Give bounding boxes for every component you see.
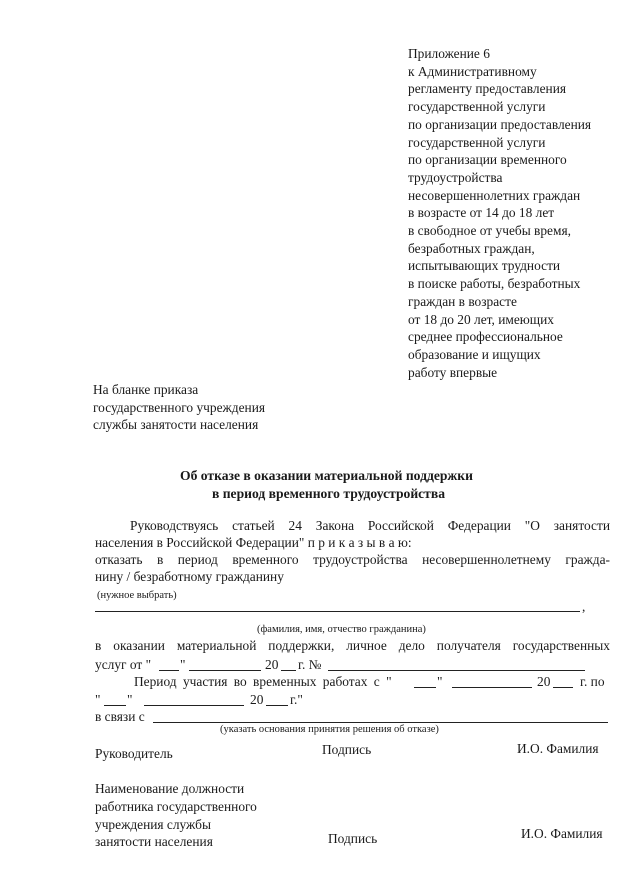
appendix-line: по организации временного bbox=[408, 152, 567, 168]
para1-line2 bbox=[95, 534, 412, 551]
appendix-line: граждан в возрасте bbox=[408, 293, 517, 309]
choose-note: (нужное выбрать) bbox=[97, 590, 177, 601]
period-to-label: г. по bbox=[580, 674, 605, 689]
appendix-line: испытывающих трудности bbox=[408, 258, 561, 274]
appendix-line: регламенту предоставления bbox=[408, 81, 567, 97]
appendix-line: трудоустройства bbox=[408, 169, 503, 185]
appendix-line: образование и ищущих bbox=[408, 346, 541, 362]
fio-comma: , bbox=[582, 599, 586, 614]
refuse-line2: нину / безработному гражданину bbox=[95, 569, 284, 584]
fio-blank-line[interactable] bbox=[95, 611, 580, 612]
period-start-label: Период участия во временных работах с " bbox=[134, 674, 392, 689]
para1-line2-text: населения в Российской Федерации" bbox=[95, 535, 305, 550]
employee-name-label: И.О. Фамилия bbox=[521, 826, 603, 841]
services-quote: " bbox=[180, 657, 186, 672]
appendix-line: государственной услуги bbox=[408, 134, 546, 150]
appendix-line: в свободное от учебы время, bbox=[408, 223, 571, 239]
appendix-line: по организации предоставления bbox=[408, 116, 592, 132]
services-from-label: услуг от " bbox=[95, 657, 152, 672]
period-year-prefix: 20 bbox=[537, 674, 551, 689]
services-no-label: г. № bbox=[298, 657, 322, 672]
period-to-year-blank[interactable] bbox=[266, 705, 288, 706]
period-end-suffix: г." bbox=[290, 692, 303, 707]
appendix-block bbox=[408, 45, 591, 381]
letterhead-line: службы занятости населения bbox=[93, 417, 259, 432]
appendix-line: Приложение 6 bbox=[408, 46, 490, 61]
period-from-year-blank[interactable] bbox=[553, 687, 573, 688]
period-end-quote-open: " bbox=[95, 692, 101, 707]
employee-position-line: работника государственного bbox=[95, 798, 257, 814]
appendix-line: среднее профессиональное bbox=[408, 329, 563, 345]
head-signature-label: Подпись bbox=[322, 742, 372, 757]
employee-signature-label: Подпись bbox=[328, 831, 378, 846]
denial-line1: в оказании материальной поддержки, личное дело получателя государственных bbox=[95, 638, 610, 653]
period-quote: " bbox=[437, 674, 443, 689]
period-to-day-blank[interactable] bbox=[104, 705, 126, 706]
order-word: п р и к а з ы в а ю: bbox=[307, 535, 412, 550]
appendix-line: в поиске работы, безработных bbox=[408, 276, 581, 292]
appendix-line: несовершеннолетних граждан bbox=[408, 187, 581, 203]
period-to-month-blank[interactable] bbox=[144, 705, 244, 706]
appendix-line: к Административному bbox=[408, 63, 537, 79]
appendix-line: государственной услуги bbox=[408, 99, 546, 115]
employee-position-line: занятости населения bbox=[95, 834, 213, 850]
services-day-blank[interactable] bbox=[159, 670, 179, 671]
employee-position-line: учреждения службы bbox=[95, 816, 211, 832]
period-end-quote: " bbox=[127, 692, 133, 707]
services-year-prefix: 20 bbox=[265, 657, 279, 672]
letterhead-note bbox=[93, 381, 265, 434]
period-from-month-blank[interactable] bbox=[452, 687, 532, 688]
head-name-label: И.О. Фамилия bbox=[517, 741, 599, 756]
appendix-line: от 18 до 20 лет, имеющих bbox=[408, 311, 554, 327]
services-number-blank[interactable] bbox=[328, 670, 585, 671]
services-year-blank[interactable] bbox=[281, 670, 296, 671]
para1-line1: Руководствуясь статьей 24 Закона Российской Федерации "О занятости bbox=[130, 518, 610, 533]
head-label: Руководитель bbox=[95, 746, 173, 761]
reason-blank-line[interactable] bbox=[153, 722, 608, 723]
employee-position-block bbox=[95, 780, 257, 851]
letterhead-line: На бланке приказа bbox=[93, 382, 199, 397]
reason-label: в связи с bbox=[95, 709, 145, 724]
period-from-day-blank[interactable] bbox=[414, 687, 436, 688]
title-line-2: в период временного трудоустройства bbox=[211, 485, 445, 501]
reason-caption: (указать основания принятия решения об отказе) bbox=[220, 724, 439, 735]
fio-caption: (фамилия, имя, отчество гражданина) bbox=[257, 624, 426, 635]
document-title bbox=[0, 467, 639, 502]
appendix-line: в возрасте от 14 до 18 лет bbox=[408, 205, 555, 221]
letterhead-line: государственного учреждения bbox=[93, 399, 266, 415]
refuse-line1: отказать в период временного трудоустройства несовершеннолетнему гражда- bbox=[95, 552, 610, 567]
period-end-year-prefix: 20 bbox=[250, 692, 264, 707]
title-line-1: Об отказе в оказании материальной поддержки bbox=[180, 468, 473, 483]
employee-position-line: Наименование должности bbox=[95, 781, 245, 796]
services-month-blank[interactable] bbox=[189, 670, 261, 671]
appendix-line: безработных граждан, bbox=[408, 240, 535, 256]
appendix-line: работу впервые bbox=[408, 364, 498, 380]
